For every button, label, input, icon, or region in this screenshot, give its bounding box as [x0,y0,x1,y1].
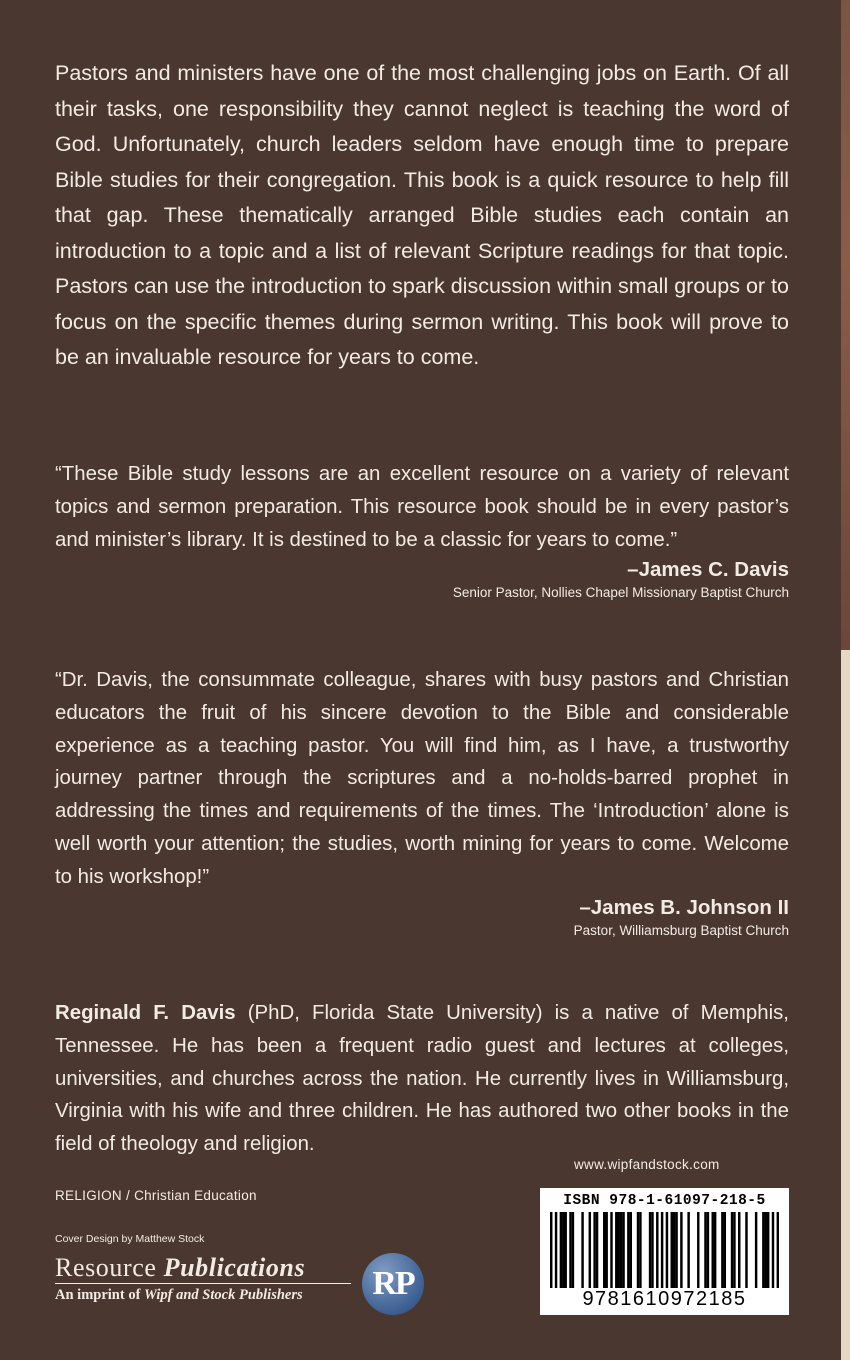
publisher-name-italic: Publications [163,1253,306,1282]
barcode-bar [593,1212,595,1288]
publisher-imprint [55,1284,351,1306]
isbn-barcode [540,1188,789,1315]
subject-category: RELIGION / Christian Education [55,1188,257,1203]
barcode-bar [707,1212,709,1288]
author-bio-text: (PhD, Florida State University) is a native of Memphis, Tennessee. He has been a frequent radio guest and lectures at colleges, universities, and churches across the nation. He currently lives in Williamsburg, Virginia with his wife and three children. He has authored two other books in the field of theology and religion. [55,1002,789,1156]
endorsement-quote: “These Bible study lessons are an excellent resource on a variety of relevant topics and sermon preparation. This resource book should be in every pastor’s and minister’s library. It is destined to be a classic for years to come.” [55,463,789,551]
barcode-bar [755,1212,757,1288]
publisher-website: www.wipfandstock.com [574,1157,720,1172]
author-bio [55,997,789,1161]
barcode-bar [596,1212,598,1288]
barcode-bar [666,1212,668,1288]
barcode-bar [550,1212,552,1288]
author-name: Reginald F. Davis [55,1002,236,1024]
barcode-bar [675,1212,677,1288]
barcode-bar [564,1212,566,1288]
isbn-label: ISBN 978-1-61097-218-5 [563,1193,766,1209]
barcode-bars [550,1212,779,1288]
barcode-bar [622,1212,624,1288]
endorser-name: –James C. Davis [627,558,789,582]
barcode-bar [704,1212,706,1288]
barcode-bar [589,1212,591,1288]
barcode-bar [671,1212,673,1288]
barcode-bar [661,1212,663,1288]
endorser-role: Senior Pastor, Nollies Chapel Missionary Baptist Church [452,585,789,601]
barcode-digits: 9781610972185 [582,1288,747,1310]
barcode-bar [712,1212,714,1288]
barcode-bar [777,1212,779,1288]
endorsement-quote: “Dr. Davis, the consummate colleague, shares with busy pastors and Christian educators the fruit of his sincere devotion to the Bible and considerable experience as a teaching pastor. You will find him, as I have, a trustworthy journey partner through the scriptures and a no-holds-barred prophet in addressing the times and requirements of the times. The ‘Introduction’ alone is well worth your attention; the studies, worth mining for years to come. Welcome to his workshop!” [55,669,789,888]
barcode-bar [724,1212,726,1288]
barcode-bar [687,1212,689,1288]
barcode-bar [572,1212,574,1288]
barcode-bar [627,1212,629,1288]
rp-logo-icon: RP [362,1253,424,1315]
barcode-bar [714,1212,716,1288]
barcode-bar [637,1212,639,1288]
barcode-bar [649,1212,651,1288]
barcode-bar [697,1212,699,1288]
imprint-prefix: An imprint of [55,1287,145,1303]
endorsement-1 [55,458,789,602]
barcode-bar [615,1212,617,1288]
barcode-bar [765,1212,767,1288]
barcode-bar [560,1212,562,1288]
barcode-bar [639,1212,641,1288]
barcode-bar [569,1212,571,1288]
barcode-bar [673,1212,675,1288]
barcode-bar [745,1212,747,1288]
barcode-bar [605,1212,607,1288]
barcode-bar [617,1212,619,1288]
barcode-bar [555,1212,557,1288]
barcode-bar [651,1212,653,1288]
barcode-bar [772,1212,774,1288]
imprint-name: Wipf and Stock Publishers [144,1287,303,1303]
endorser-name: –James B. Johnson II [579,895,789,919]
barcode-bar [656,1212,658,1288]
publisher-name [55,1253,351,1284]
spine-edge-upper [841,0,850,650]
publisher-wordmark [55,1253,351,1306]
endorsement-attribution [55,556,789,602]
barcode-bar [767,1212,769,1288]
barcode-bar [630,1212,632,1288]
cover-design-credit: Cover Design by Matthew Stock [55,1233,205,1245]
barcode-bar [731,1212,733,1288]
barcode-bar [620,1212,622,1288]
endorsement-attribution [55,894,789,940]
barcode-bar [610,1212,612,1288]
barcode-bar [733,1212,735,1288]
spine-edge-strip [841,0,850,1360]
barcode-bar [738,1212,740,1288]
endorser-role: Pastor, Williamsburg Baptist Church [573,922,789,938]
publisher-name-plain: Resource [55,1253,164,1282]
barcode-bar [680,1212,682,1288]
endorsement-2 [55,664,789,940]
spine-edge-lower [841,650,850,1360]
barcode-bar [603,1212,605,1288]
book-blurb: Pastors and ministers have one of the most challenging jobs on Earth. Of all their tasks, one responsibility they cannot neglect is teaching the word of God. Unfortunately, church leaders seldom have enough time to prepare Bible studies for their congregation. This book is a quick resource to help fill that gap. These thematically arranged Bible studies each contain an introduction to a topic and a list of relevant Scripture readings for that topic. Pastors can use the introduction to spark discussion within small groups or to focus on the specific themes during sermon writing. This book will prove to be an invaluable resource for years to come. [55,61,789,369]
barcode-bar [762,1212,764,1288]
barcode-bar [721,1212,723,1288]
barcode-bar [581,1212,583,1288]
barcode-bar [562,1212,564,1288]
